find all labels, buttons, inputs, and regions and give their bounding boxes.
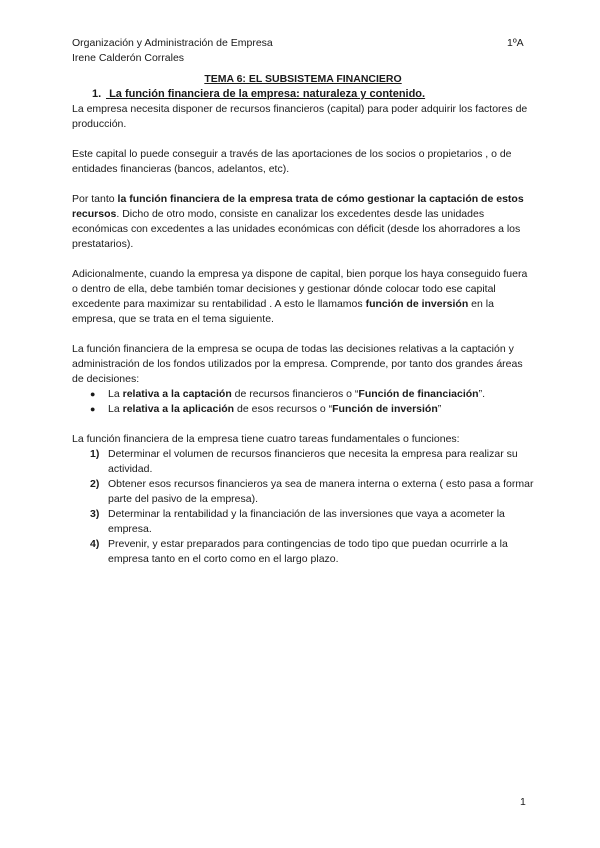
header-course: Organización y Administración de Empresa [72, 37, 273, 49]
paragraph-4 [72, 267, 534, 327]
decision-areas-list [72, 387, 534, 417]
tasks-list [72, 447, 534, 567]
paragraph-5: La función financiera de la empresa se ocupa de todas las decisiones relativas a la captación y administración de los fondos utilizados por la empresa. Comprende, por tanto dos grandes áreas de decisiones: [72, 343, 523, 385]
header-author: Irene Calderón Corrales [72, 52, 185, 64]
list-item: ● La relativa a la aplicación de esos recursos o “Función de inversión” [90, 402, 534, 417]
page-number: 1 [520, 796, 526, 808]
paragraph-4-text: Adicionalmente, cuando la empresa ya dispone de capital, bien porque los haya conseguido fuera o dentro de ella, debe también tomar decisiones y gestionar dónde colocar todo ese capital excedente para maximizar su rentabilidad . A esto le llamamos [72, 268, 528, 310]
list-item: 3) Determinar la rentabilidad y la financiación de las inversiones que vaya a acometer la empresa. [90, 508, 505, 535]
document-title: TEMA 6: EL SUBSISTEMA FINANCIERO [204, 73, 402, 85]
section-heading [92, 87, 534, 102]
paragraph-3-text: Por tanto [72, 193, 118, 205]
header-group: 1ºA [507, 37, 524, 49]
paragraph-3 [72, 192, 534, 252]
paragraph-3-emphasis: la función financiera de la empresa trata de cómo gestionar la captación de estos recursos [72, 193, 524, 220]
document-body [72, 72, 534, 567]
paragraph-4-emphasis: función de inversión [365, 298, 469, 310]
list-item: 2) Obtener esos recursos financieros ya sea de manera interna o externa ( esto pasa a formar parte del pasivo de la empresa). [90, 478, 534, 505]
list-item: 1) Determinar el volumen de recursos financieros que necesita la empresa para realizar su actividad. [90, 448, 518, 475]
paragraph-4-text-end: en la empresa, que se trata en el tema siguiente. [72, 298, 494, 325]
paragraph-1: La empresa necesita disponer de recursos financieros (capital) para poder adquirir los factores de producción. [72, 103, 528, 130]
paragraph-6: La función financiera de la empresa tiene cuatro tareas fundamentales o funciones: [72, 433, 460, 445]
paragraph-3-text-end: . Dicho de otro modo, consiste en canalizar los excedentes desde las unidades económicas con excedentes a las unidades económicas con déficit (desde los ahorradores a los prestatarios). [72, 208, 521, 250]
list-item: 4) Prevenir, y estar preparados para contingencias de todo tipo que puedan ocurrirle a la empresa tanto en el corto como en el largo plazo. [90, 538, 508, 565]
section-number: 1. [92, 88, 102, 100]
page-header-left [72, 36, 273, 66]
section-heading-text: La función financiera de la empresa: naturaleza y contenido. [109, 88, 426, 100]
list-item: ● La relativa a la captación de recursos financieros o “Función de financiación”. [90, 387, 534, 402]
paragraph-2: Este capital lo puede conseguir a través de las aportaciones de los socios o propietarios , o de entidades financieras (bancos, adelantos, etc). [72, 148, 512, 175]
